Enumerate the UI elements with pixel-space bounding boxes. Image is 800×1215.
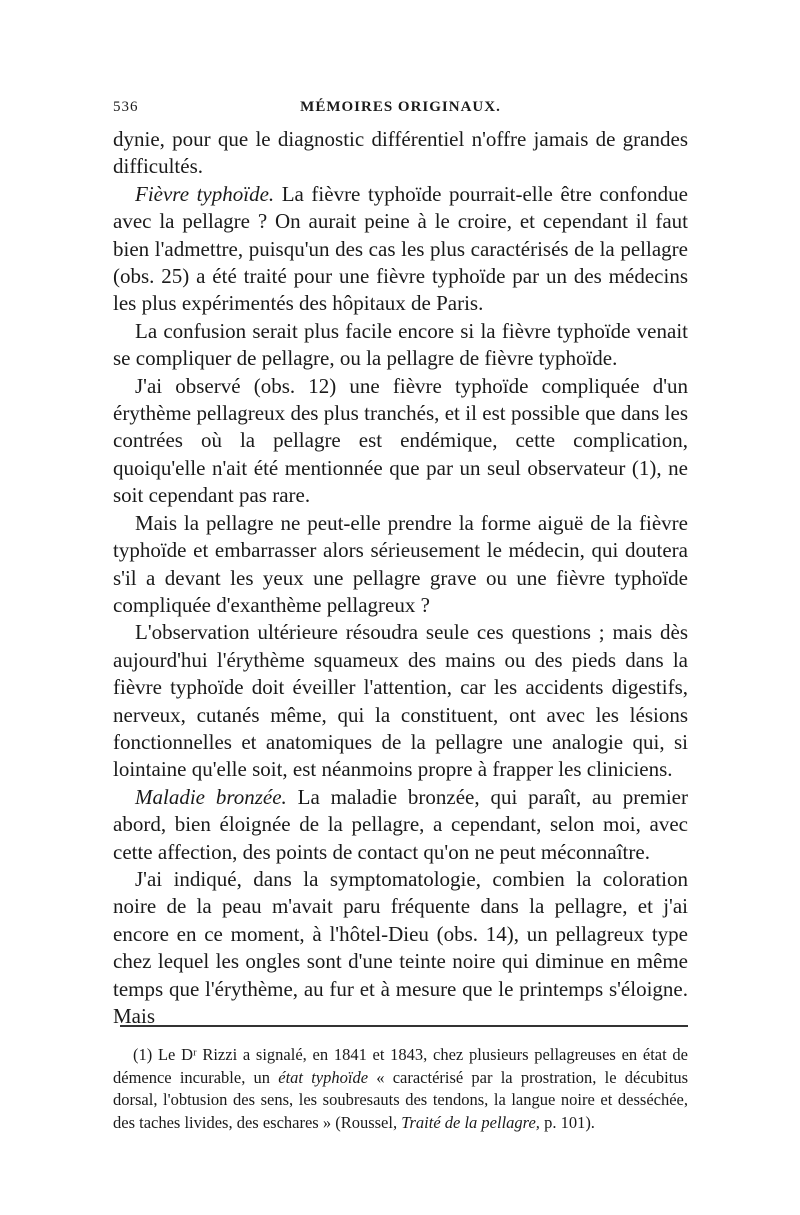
paragraph-continued: dynie, pour que le diagnostic différentiel n'offre jamais de grandes difficultés.: [113, 127, 688, 179]
footnote-part: (1) Le Dʳ Rizzi a signalé, en 1841 et 1843, chez plusieurs pellagreuses en état de démence incurable, un: [113, 1045, 688, 1087]
footnote-italic: Traité de la pellagre,: [401, 1112, 540, 1132]
running-header: [113, 97, 688, 121]
paragraph-text: La maladie bronzée, qui paraît, au premier abord, bien éloignée de la pellagre, a cependant, selon moi, avec cette affection, des points de contact qu'on ne peut méconnaître.: [113, 784, 688, 864]
section-lead-fievre-typhoide: Fièvre typhoïde.: [135, 181, 275, 206]
paragraph: La confusion serait plus facile encore si la fièvre typhoïde venait se compliquer de pellagre, ou la pellagre de fièvre typhoïde.: [113, 318, 688, 371]
footnote: [113, 1044, 688, 1134]
section-lead-maladie-bronzee: Maladie bronzée.: [135, 784, 287, 809]
paragraph-text: La fièvre typhoïde pourrait-elle être confondue avec la pellagre ? On aurait peine à le croire, et cependant il faut bien l'admettre, puisqu'un des cas les plus caractérisés de la pellagre (obs. 25) a été traité pour une fièvre typhoïde par un des médecins les plus expérimentés des hôpitaux de Paris.: [113, 181, 688, 316]
footnote-part: « caractérisé par la prostration, le décubitus dorsal, l'obtusion des sens, les soubresauts des tendons, la langue noire et desséchée, des taches livides, des eschares » (Roussel,: [113, 1067, 688, 1132]
running-title: MÉMOIRES ORIGINAUX.: [300, 99, 501, 115]
paragraph: Mais la pellagre ne peut-elle prendre la forme aiguë de la fièvre typhoïde et embarrasser alors sérieusement le médecin, qui doutera s'il a devant les yeux une pellagre grave ou une fièvre typhoïde compliquée d'exanthème pellagreux ?: [113, 510, 688, 617]
page-number: 536: [113, 99, 139, 115]
footnote-part: p. 101).: [539, 1112, 595, 1132]
footnote-italic: état typhoïde: [278, 1067, 369, 1087]
paragraph: L'observation ultérieure résoudra seule ces questions ; mais dès aujourd'hui l'érythème squameux des mains ou des pieds dans la fièvre typhoïde doit éveiller l'attention, car les accidents digestifs, nerveux, cutanés même, qui la constituent, ont avec les lésions fonctionnelles et anatomiques de la pellagre une analogie qui, si lointaine qu'elle soit, est néanmoins propre à frapper les cliniciens.: [113, 620, 688, 782]
paragraph-fievre-typhoide: [113, 181, 688, 318]
footnote-rule: [120, 1025, 688, 1027]
body-text: [113, 126, 688, 1030]
paragraph-maladie-bronzee: [113, 784, 688, 866]
footnote-text: [113, 1044, 688, 1134]
paragraph: J'ai observé (obs. 12) une fièvre typhoïde compliquée d'un érythème pellagreux des plus tranchés, et il est possible que dans les contrées où la pellagre est endémique, cette complication, quoiqu'elle n'ait été mentionnée que par un seul observateur (1), ne soit cependant pas rare.: [113, 373, 688, 508]
paragraph: J'ai indiqué, dans la symptomatologie, combien la coloration noire de la peau m'avait paru fréquente dans la pellagre, et j'ai encore en ce moment, à l'hôtel-Dieu (obs. 14), un pellagreux type chez lequel les ongles sont d'une teinte noire qui diminue en même temps que l'érythème, au fur et à mesure que le printemps s'éloigne. Mais: [113, 866, 688, 1028]
